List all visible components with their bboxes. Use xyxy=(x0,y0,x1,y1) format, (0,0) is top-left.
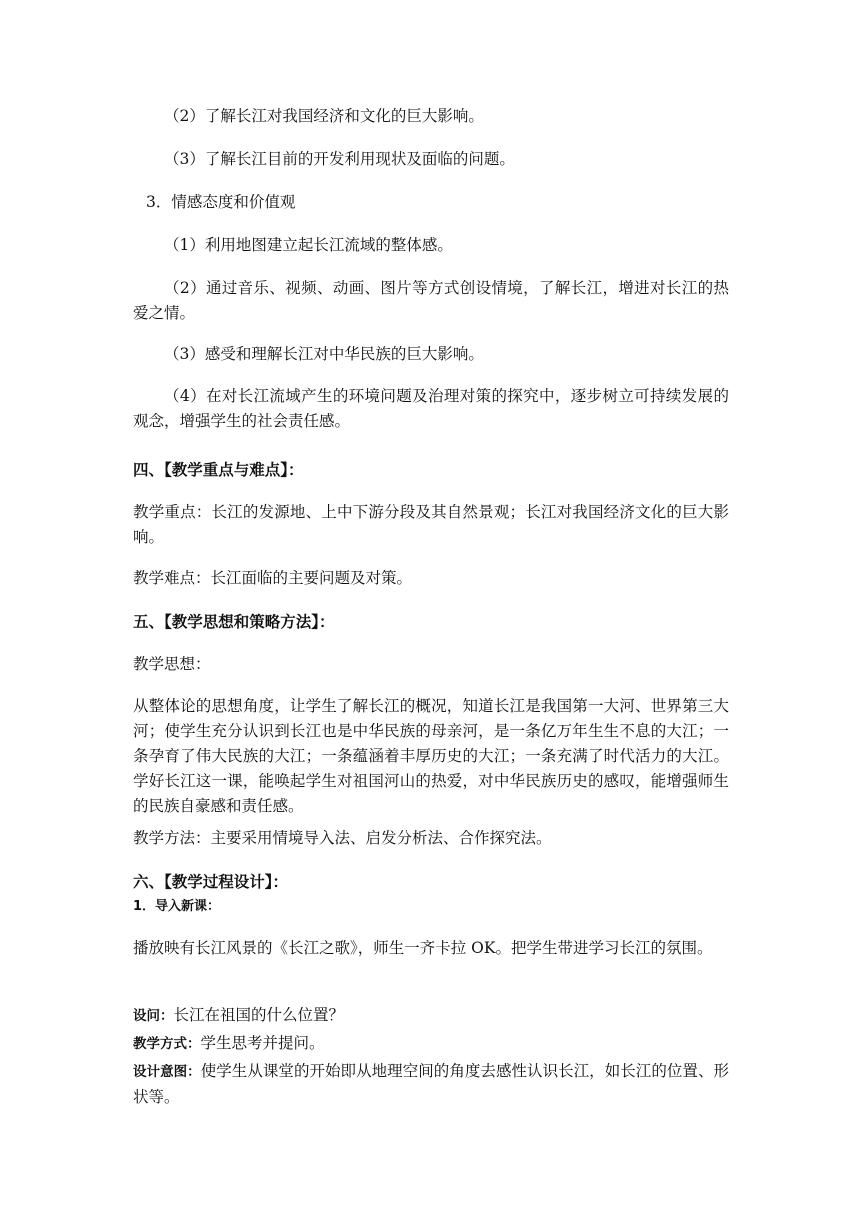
design-intent-paragraph xyxy=(133,1059,729,1110)
section-3-title: 3．情感态度和价值观 xyxy=(146,193,296,211)
emotion-item-1: （1）利用地图建立起长江流域的整体感。 xyxy=(164,236,453,254)
teaching-mode-text: 学生思考并提问。 xyxy=(200,1034,325,1052)
teaching-mode-label: 教学方式： xyxy=(133,1036,201,1052)
teaching-methods-paragraph: 教学方法：主要采用情境导入法、启发分析法、合作探究法。 xyxy=(133,829,552,847)
design-intent-label: 设计意图： xyxy=(133,1064,201,1080)
step-1-paragraph: 播放映有长江风景的《长江之歌》，师生一齐卡拉 OK。把学生带进学习长江的氛围。 xyxy=(133,939,713,957)
section-5-heading: 五、【教学思想和策略方法】： xyxy=(133,613,335,631)
section-4-heading: 四、【教学重点与难点】： xyxy=(133,461,304,479)
teaching-thought-label: 教学思想： xyxy=(133,655,211,673)
question-line xyxy=(133,1003,729,1029)
question-text: 长江在祖国的什么位置？ xyxy=(173,1006,345,1024)
objective-item-3: （3）了解长江目前的开发利用现状及面临的问题。 xyxy=(164,150,515,168)
section-6-heading: 六、【教学过程设计】： xyxy=(133,873,289,891)
step-1-title: 1．导入新课： xyxy=(133,899,221,914)
emotion-item-3: （3）感受和理解长江对中华民族的巨大影响。 xyxy=(164,345,484,363)
emotion-item-4: （4）在对长江流域产生的环境问题及治理对策的探究中，逐步树立可持续发展的观念，增强学生的社会责任感。 xyxy=(133,387,729,430)
key-points-paragraph: 教学重点：长江的发源地、上中下游分段及其自然景观；长江对我国经济文化的巨大影响。 xyxy=(133,503,729,546)
teaching-thought-paragraph: 从整体论的思想角度，让学生了解长江的概况，知道长江是我国第一大河、世界第三大河；使学生充分认识到长江也是中华民族的母亲河，是一条亿万年生生不息的大江；一条孕育了伟大民族的大江；一条蕴涵着丰厚历史的大江；一条充满了时代活力的大江。学好长江这一课，能唤起学生对祖国河山的热爱，对中华民族历史的感叹，能增强师生的民族自豪感和责任感。 xyxy=(133,697,729,815)
teaching-mode-line xyxy=(133,1031,729,1057)
design-intent-text: 使学生从课堂的开始即从地理空间的角度去感性认识长江，如长江的位置、形状等。 xyxy=(133,1062,729,1106)
objective-item-2: （2）了解长江对我国经济和文化的巨大影响。 xyxy=(164,107,484,125)
difficulties-paragraph: 教学难点：长江面临的主要问题及对策。 xyxy=(133,569,413,587)
emotion-item-2: （2）通过音乐、视频、动画、图片等方式创设情境，了解长江，增进对长江的热爱之情。 xyxy=(133,279,729,322)
question-label: 设问： xyxy=(133,1008,174,1024)
